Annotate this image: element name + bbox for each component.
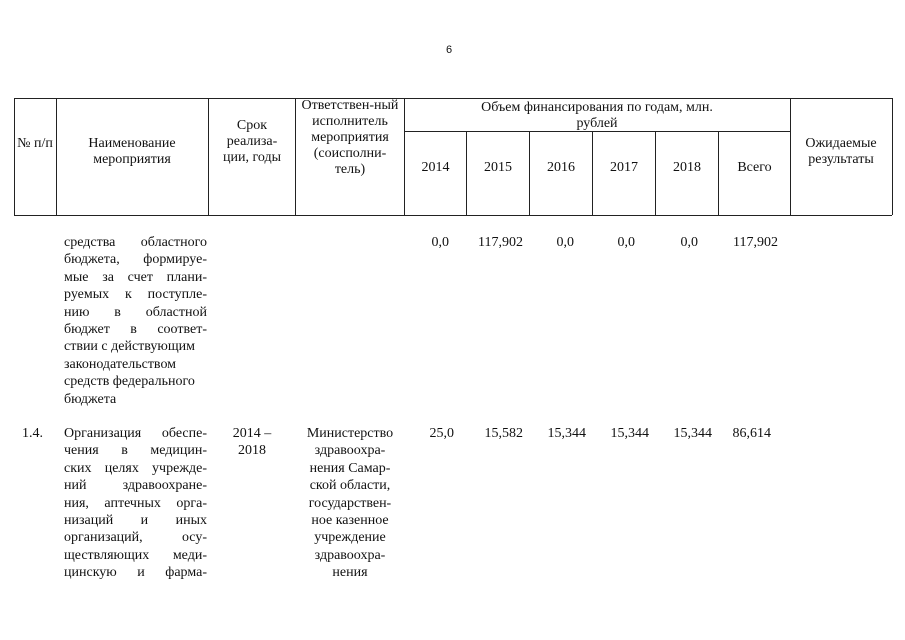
row-name-line: руемых к поступле-: [64, 287, 207, 303]
header-col-name: Наименование мероприятия: [88, 136, 176, 167]
row-name-line: нию в областной: [64, 304, 207, 320]
row-name-line: бюджета, формируе-: [64, 252, 207, 268]
row-responsible-line: ное казенное: [311, 513, 389, 529]
row-name-line: чения в медицин-: [64, 443, 207, 459]
row-responsible-line: государствен-: [308, 495, 392, 511]
row-name-line: Организация обеспе-: [64, 426, 207, 441]
row-name-line: ществляющих меди-: [64, 547, 207, 563]
header-year-2018: 2018: [673, 160, 701, 175]
row-name-line: ний здравоохране-: [64, 478, 207, 494]
header-col-number: № п/п: [17, 136, 53, 151]
row-name-line: средства областного: [64, 235, 207, 250]
row-responsible-line: нения Самар-: [309, 460, 391, 476]
row-name-line: ствии с действующим: [64, 339, 196, 355]
row-value-2018: 15,344: [673, 426, 712, 441]
row-name-line: ских целях учрежде-: [64, 460, 207, 476]
row-value-2015: 15,582: [484, 426, 523, 441]
row-term-line: 2018: [238, 443, 266, 459]
header-col-responsible: Ответствен-ный исполнитель мероприятия (соисполни-тель): [301, 98, 399, 177]
row-name-line: бюджет в соответ-: [64, 321, 207, 337]
header-col-funding: Объем финансирования по годам, млн. рублей: [481, 100, 713, 131]
row-name-line: бюджета: [64, 391, 117, 407]
row-name-line: мые за счет плани-: [64, 269, 207, 285]
row-term-line: 2014 –: [232, 426, 272, 441]
row-responsible-line: ской области,: [309, 478, 391, 494]
row-responsible: [299, 425, 401, 582]
row-responsible-line: нения: [332, 565, 368, 581]
row-number: 1.4.: [22, 426, 43, 441]
row-responsible-line: здравоохра-: [314, 443, 386, 459]
row-name-line: ния, аптечных орга-: [64, 495, 207, 511]
row-responsible-line: здравоохра-: [314, 547, 386, 563]
header-year-2016: 2016: [547, 160, 575, 175]
header-col-term: Срок реализа-ции, годы: [223, 118, 281, 165]
table-row: [64, 234, 207, 408]
row-name-line: организаций, осу-: [64, 530, 207, 546]
row-name-line: средств федерального: [64, 374, 195, 390]
header-year-2014: 2014: [421, 160, 450, 175]
row-name-line: низаций и иных: [64, 512, 207, 528]
table-row: [64, 425, 207, 582]
row-name-line: цинскую и фарма-: [64, 565, 207, 581]
row-value-2018: 0,0: [680, 235, 698, 250]
header-total: Всего: [737, 160, 772, 175]
row-value-2016: 0,0: [556, 235, 574, 250]
row-responsible-line: Министерство: [306, 426, 394, 441]
row-value-total: 86,614: [732, 426, 771, 441]
row-value-2017: 0,0: [617, 235, 635, 250]
row-value-2017: 15,344: [610, 426, 649, 441]
row-name-line: законодательством: [64, 356, 177, 372]
row-value-2015: 117,902: [478, 235, 523, 250]
header-col-results: Ожидаемые результаты: [805, 136, 877, 167]
row-term: [214, 425, 290, 460]
row-value-2014: 0,0: [431, 235, 449, 250]
row-value-2014: 25,0: [429, 426, 454, 441]
row-value-total: 117,902: [733, 235, 778, 250]
row-value-2016: 15,344: [547, 426, 586, 441]
header-year-2015: 2015: [484, 160, 512, 175]
page-number: 6: [446, 44, 453, 56]
header-year-2017: 2017: [610, 160, 638, 175]
row-responsible-line: учреждение: [314, 530, 386, 546]
